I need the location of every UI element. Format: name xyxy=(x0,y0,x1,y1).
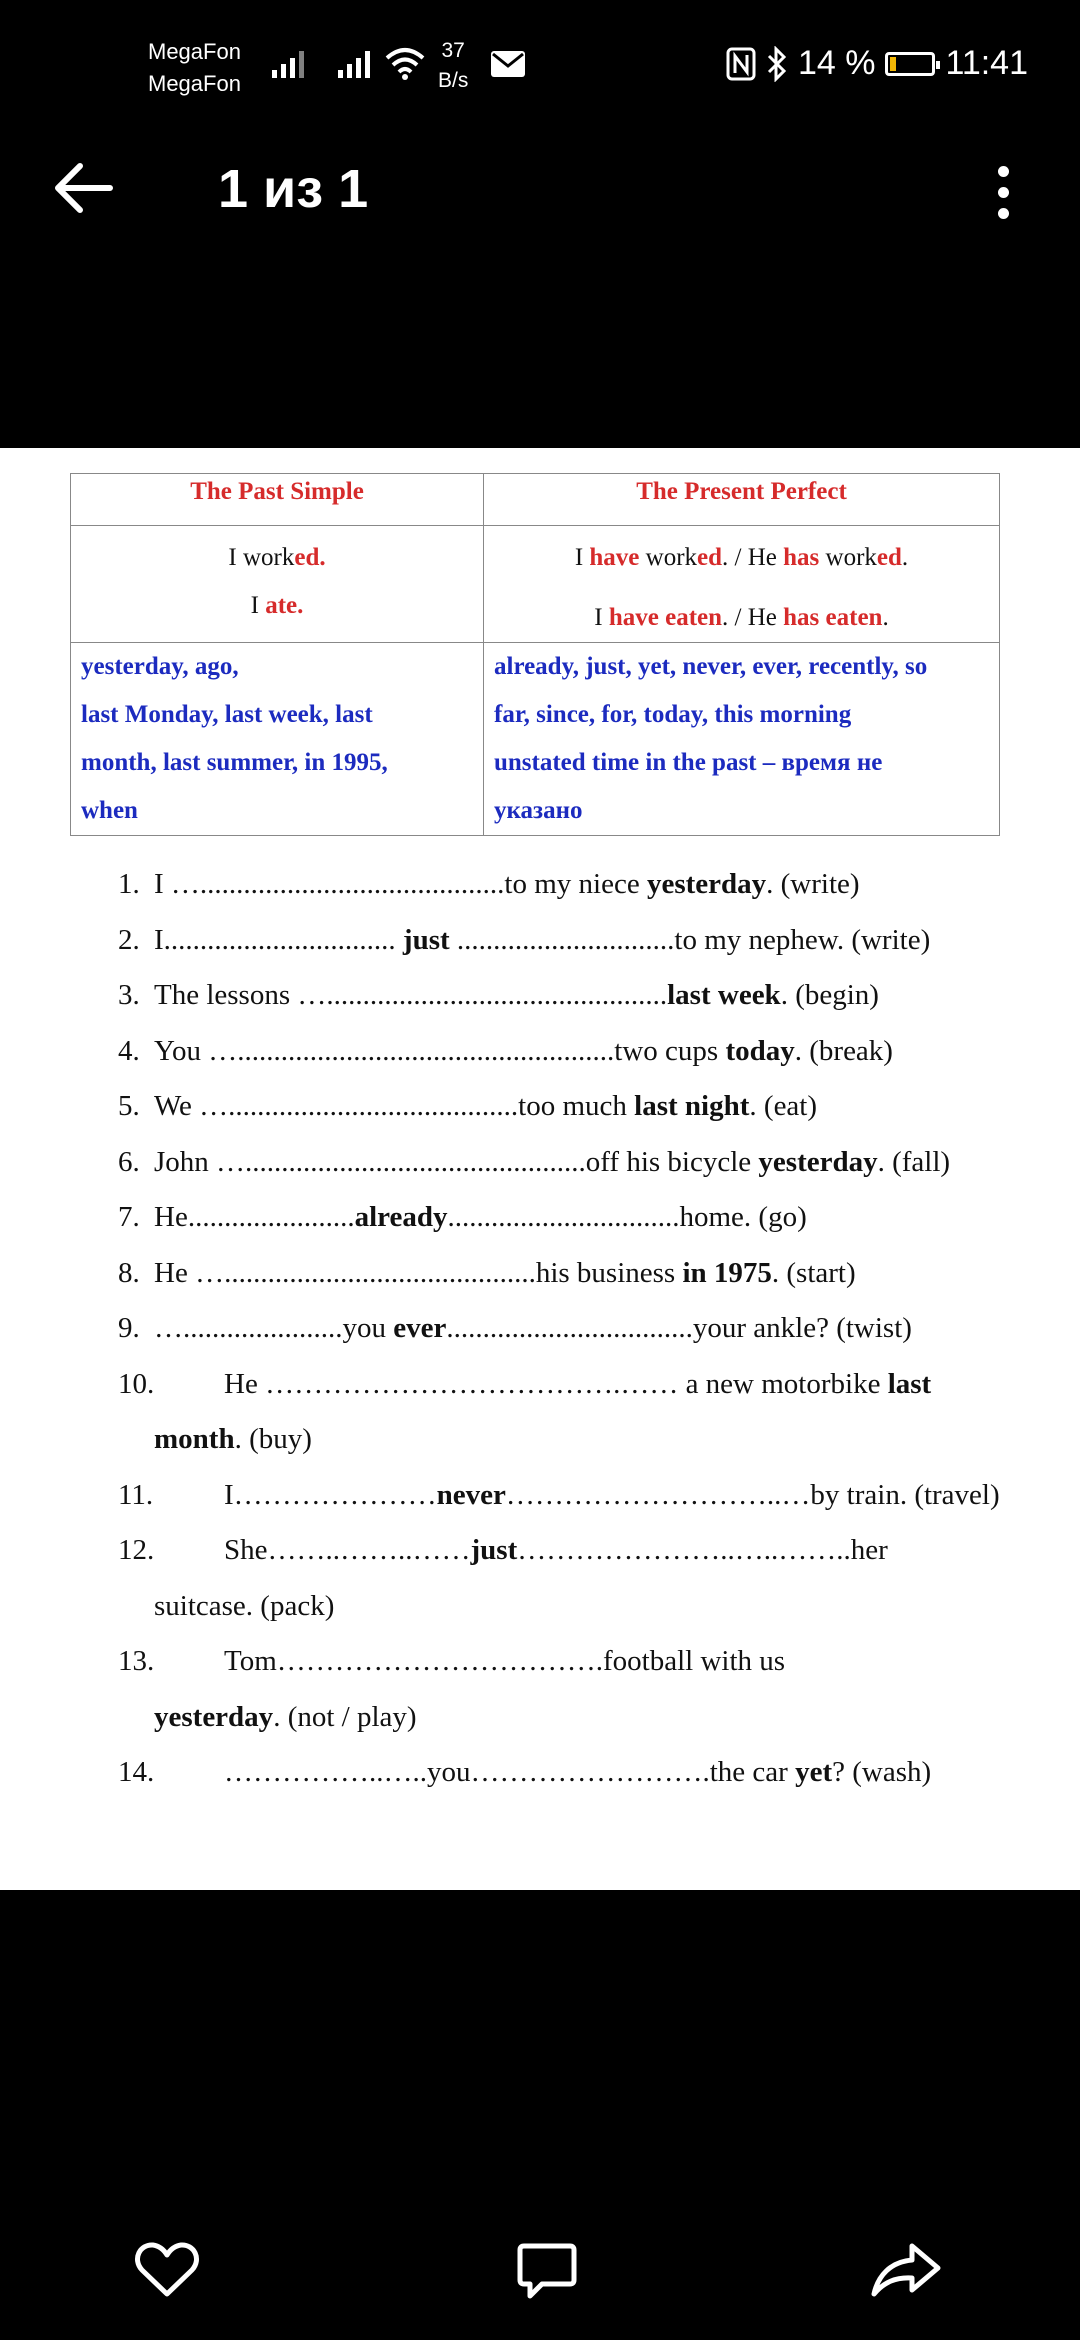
speed-value: 37 xyxy=(441,39,465,62)
signal-icon xyxy=(338,48,370,78)
exercise-text xyxy=(154,1146,950,1179)
exercise-fragment: …………………..…..……..her xyxy=(517,1534,888,1566)
exercise-text xyxy=(154,1035,893,1068)
example-text: . / He xyxy=(722,544,784,571)
exercise-fragment: Tom…………………………….football with us xyxy=(224,1645,786,1677)
time-marker: yesterday xyxy=(646,868,767,900)
exercise-fragment: ..............................to my nephew. (write) xyxy=(449,923,931,956)
exercise-fragment: . (fall) xyxy=(877,1145,951,1178)
speed-unit: B/s xyxy=(438,69,469,92)
present-perfect-markers xyxy=(484,643,1000,836)
battery-icon xyxy=(885,52,935,76)
exercise-fragment: We …........................................too much xyxy=(154,1090,635,1122)
example-ending: ed. xyxy=(294,544,326,571)
present-perfect-examples xyxy=(484,526,1000,643)
marker-line: last Monday, last week, last xyxy=(81,701,373,728)
battery-percent: 14 % xyxy=(797,44,876,82)
exercise-fragment: ................................home. (go) xyxy=(447,1201,807,1233)
exercise-continuation xyxy=(154,1590,334,1623)
exercise-text xyxy=(224,1756,931,1789)
table-header-past-simple: The Past Simple xyxy=(71,474,484,526)
carrier-1: MegaFon xyxy=(148,39,241,64)
exercise-text xyxy=(224,1479,1000,1512)
exercise-fragment: …......................you xyxy=(154,1312,394,1344)
example-text: . / He xyxy=(722,604,784,631)
exercise-fragment: . (write) xyxy=(766,868,860,900)
example-text: work xyxy=(819,544,877,571)
time-marker: yet xyxy=(795,1756,833,1788)
signal-icon xyxy=(272,48,304,78)
exercise-fragment: . (buy) xyxy=(234,1423,312,1455)
table-header-present-perfect: The Present Perfect xyxy=(484,474,1000,526)
carrier-labels xyxy=(148,36,241,100)
exercise-fragment: ……………..…..you…………………….the car xyxy=(224,1756,796,1788)
example-text: . xyxy=(882,604,889,631)
exercise-number: 7. xyxy=(118,1201,140,1233)
exercise-fragment: ? (wash) xyxy=(832,1756,932,1788)
time-marker: last night xyxy=(634,1090,750,1122)
heart-icon[interactable] xyxy=(134,2240,200,2300)
exercise-fragment: He …...........................................his business xyxy=(154,1256,683,1289)
example-verb: has eaten xyxy=(783,604,883,631)
exercise-fragment: She……..……..…… xyxy=(224,1534,471,1566)
exercise-text xyxy=(154,868,860,901)
past-simple-markers xyxy=(71,643,484,836)
example-aux: have xyxy=(589,544,640,571)
exercise-number: 5. xyxy=(118,1090,140,1122)
exercise-fragment: ………………………..…by train. (travel) xyxy=(505,1478,1000,1511)
example-text: work xyxy=(639,544,698,571)
network-speed xyxy=(438,36,468,96)
page-title: 1 из 1 xyxy=(218,159,369,219)
exercise-text xyxy=(154,1201,807,1234)
past-simple-examples xyxy=(71,526,484,643)
example-text: . xyxy=(901,544,909,571)
example-text: I xyxy=(574,544,590,571)
marker-line: already, just, yet, never, ever, recently, so xyxy=(494,653,928,680)
exercise-text xyxy=(154,1312,912,1345)
bluetooth-icon xyxy=(766,46,788,82)
exercise-fragment: ..................................your ankle? (twist) xyxy=(446,1312,912,1344)
example-text: I work xyxy=(228,544,295,571)
exercise-continuation xyxy=(154,1701,417,1734)
nfc-icon xyxy=(726,47,756,81)
time-marker: yesterday xyxy=(154,1700,274,1733)
time-marker: just xyxy=(470,1534,518,1566)
marker-line: when xyxy=(81,797,138,824)
exercise-number: 8. xyxy=(118,1256,140,1289)
time-marker: today xyxy=(725,1034,795,1067)
marker-line: yesterday, ago, xyxy=(81,653,239,680)
clock: 11:41 xyxy=(945,44,1028,82)
exercise-number: 4. xyxy=(118,1034,140,1067)
time-marker: already xyxy=(354,1201,448,1233)
exercise-fragment: I………………… xyxy=(224,1478,437,1511)
time-marker: just xyxy=(402,923,450,956)
exercise-fragment: You …....................................................two cups xyxy=(154,1034,726,1067)
exercise-number: 13. xyxy=(118,1645,155,1677)
exercise-text xyxy=(154,1090,817,1123)
time-marker: yesterday xyxy=(758,1145,878,1178)
wifi-icon xyxy=(384,46,426,80)
document-image xyxy=(0,448,1080,1890)
exercise-text xyxy=(154,1257,856,1290)
exercise-text xyxy=(154,924,930,957)
example-aux: has xyxy=(783,544,820,571)
exercise-text xyxy=(154,979,879,1012)
example-ending: ed xyxy=(876,544,902,571)
exercise-number: 9. xyxy=(118,1312,140,1344)
exercise-text xyxy=(224,1534,888,1567)
example-text: I xyxy=(594,604,609,631)
time-marker: never xyxy=(436,1478,506,1511)
example-text: I xyxy=(250,592,266,619)
exercise-number: 3. xyxy=(118,979,140,1011)
time-marker: last xyxy=(887,1367,932,1400)
marker-line: unstated time in the past – время не xyxy=(494,749,883,776)
exercise-number: 10. xyxy=(118,1367,155,1400)
more-vert-icon[interactable] xyxy=(998,166,1009,229)
example-verb: have eaten xyxy=(608,604,723,631)
time-marker: ever xyxy=(393,1312,447,1344)
exercise-text xyxy=(224,1645,785,1678)
exercise-fragment: . (not / play) xyxy=(273,1700,417,1733)
exercise-number: 2. xyxy=(118,923,140,956)
example-ending: ed xyxy=(697,544,723,571)
exercise-number: 1. xyxy=(118,868,140,900)
exercise-number: 11. xyxy=(118,1478,154,1511)
exercise-fragment: . (start) xyxy=(771,1256,856,1289)
exercise-fragment: He....................... xyxy=(154,1201,355,1233)
exercise-continuation xyxy=(154,1423,312,1456)
exercise-text xyxy=(224,1368,931,1401)
exercise-fragment: . (begin) xyxy=(780,979,879,1011)
exercise-number: 6. xyxy=(118,1145,140,1178)
example-verb: ate. xyxy=(265,592,304,619)
exercise-number: 14. xyxy=(118,1756,155,1788)
exercise-fragment: suitcase. (pack) xyxy=(154,1589,335,1622)
status-right xyxy=(726,44,1028,83)
marker-line: указано xyxy=(494,797,583,824)
exercise-fragment: . (eat) xyxy=(749,1090,818,1122)
exercise-fragment: I …..........................................to my niece xyxy=(154,868,647,900)
marker-line: far, since, for, today, this morning xyxy=(494,701,852,728)
exercise-fragment: John …...............................................off his bicycle xyxy=(154,1145,759,1178)
status-bar xyxy=(0,0,1080,130)
exercise-fragment: He ……………………………….…… a new motorbike xyxy=(224,1367,888,1400)
time-marker: last week xyxy=(667,979,781,1011)
app-bar xyxy=(0,130,1080,250)
carrier-2: MegaFon xyxy=(148,71,241,96)
exercise-fragment: . (break) xyxy=(794,1034,893,1067)
exercise-fragment: The lessons …............................................... xyxy=(154,979,668,1011)
grammar-table xyxy=(70,473,1000,836)
share-icon[interactable] xyxy=(870,2240,942,2300)
exercise-number: 12. xyxy=(118,1534,155,1566)
mail-icon xyxy=(490,50,526,78)
time-marker: month xyxy=(154,1423,235,1455)
comment-icon[interactable] xyxy=(516,2240,578,2302)
marker-line: month, last summer, in 1995, xyxy=(81,749,388,776)
back-arrow-icon[interactable] xyxy=(52,160,114,216)
time-marker: in 1975 xyxy=(682,1256,772,1289)
exercise-fragment: I................................ xyxy=(154,923,403,956)
